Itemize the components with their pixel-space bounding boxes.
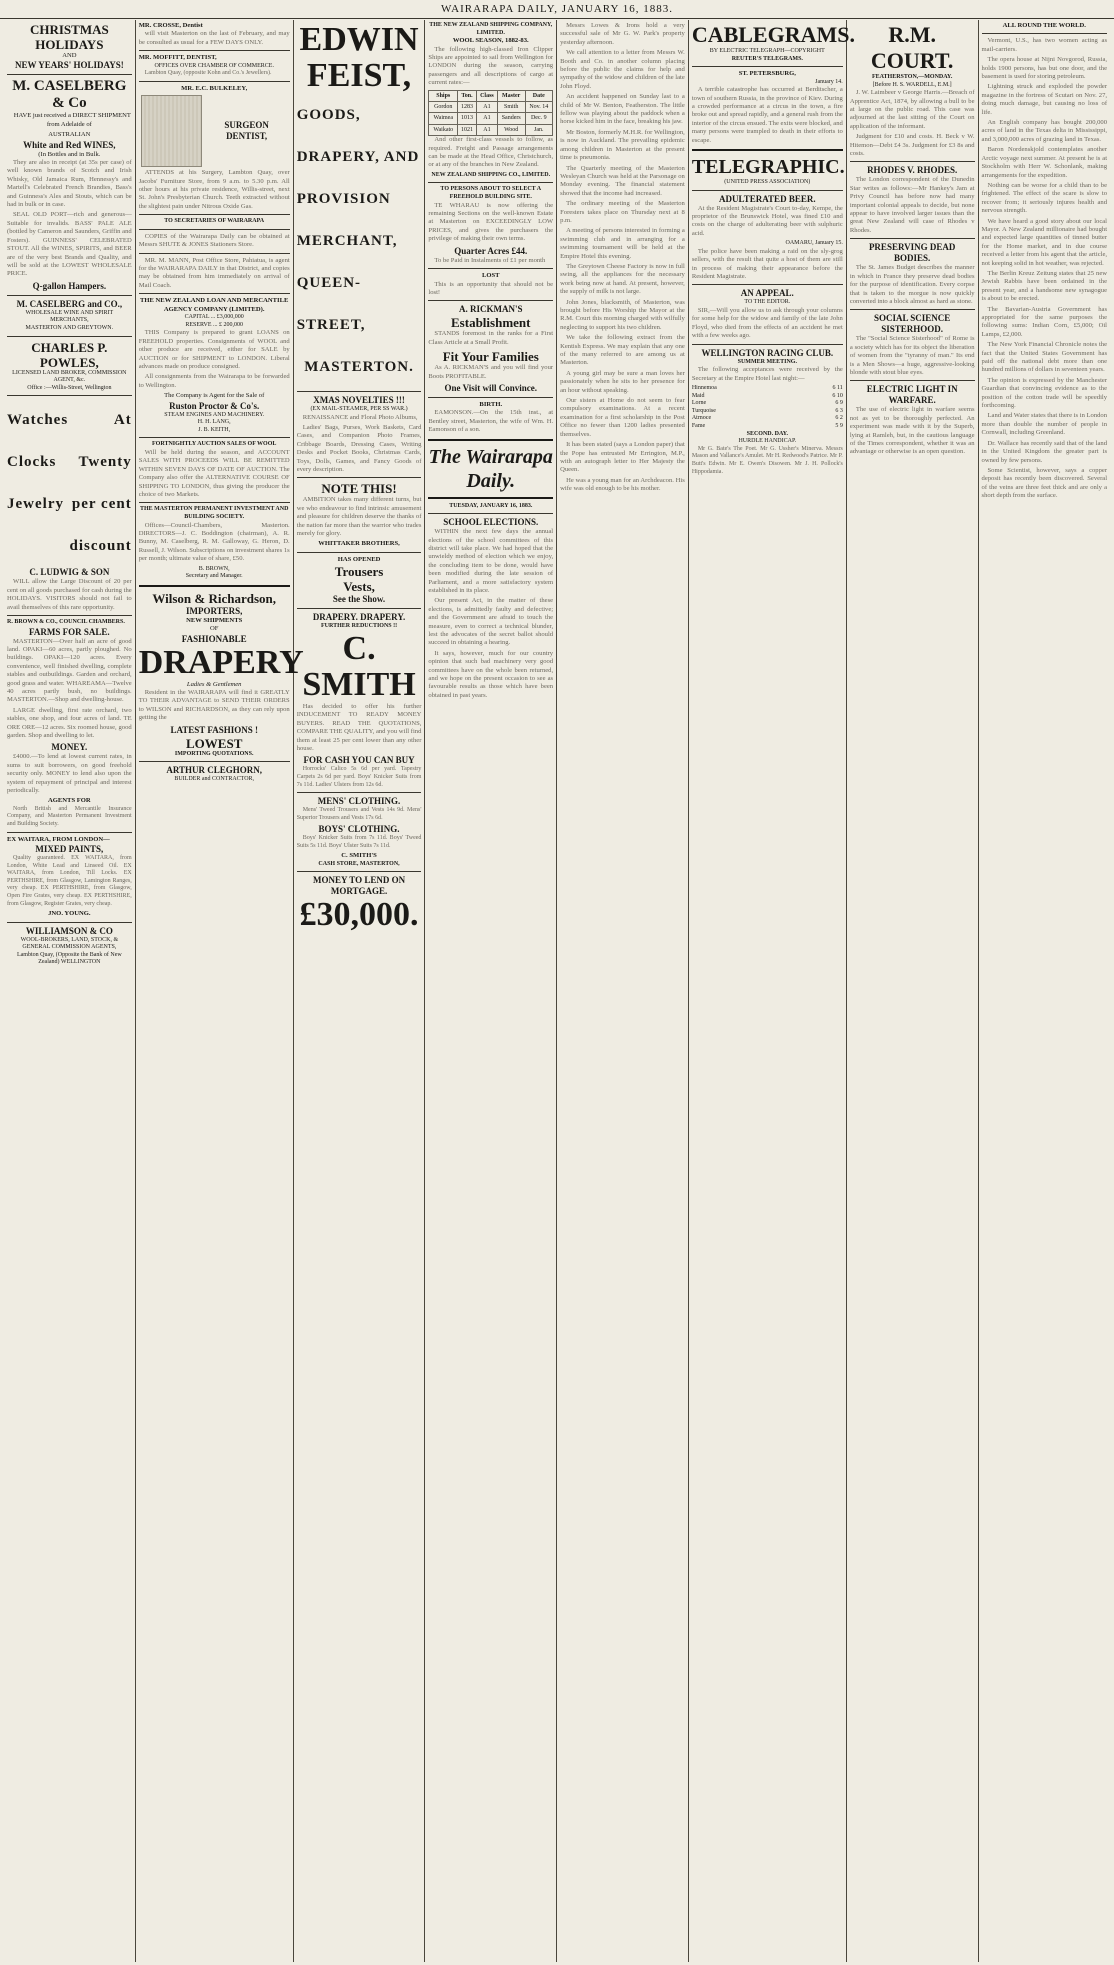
cash-store-heading: C. SMITH'S [341, 852, 377, 860]
trousers-heading: Trousers [334, 564, 384, 580]
clocks-word: Clocks [7, 454, 57, 471]
caselberg-heading: M. CASELBERG & Co [12, 78, 127, 112]
williamson-loc: Lambton Quay, (Opposite the Bank of New Zealand) WELLINGTON [16, 951, 122, 966]
masthead [0, 0, 1114, 19]
round-heading: ALL ROUND THE WORLD. [1002, 22, 1086, 29]
ships-table-cell: Waimea [429, 113, 458, 124]
petersburg-date: January 14. [815, 78, 843, 85]
ruston-sub: STEAM ENGINES AND MACHINERY. [164, 411, 265, 418]
williamson-heading: WILLIAMSON & CO [25, 925, 113, 936]
horse-name: Fame [691, 423, 706, 430]
rhodes-heading: RHODES V. RHODES. [867, 165, 958, 176]
note-heading: NOTE THIS! [321, 481, 397, 497]
latest-heading: LATEST FASHIONS ! [170, 724, 258, 735]
secretaries-heading: TO SECRETARIES OF WAIRARAPA [164, 218, 265, 225]
provision-line: PROVISION MERCHANT, [296, 191, 398, 249]
column-2: MR. CROSSE, Dentist will visit Masterton on the last of February, and may be consulted as usual for a FEW DAYS ONLY. MR. MOFFITT, DENTIST, OFFICES OVER CHAMBER OF COMMERCE. Lambton Quay, (opposite Kohn and Co.'s Jewellers). MR. E.C. BULKELEY, SURGEON DENTIST, ATTENDS at his Surgery, Lambton Quay, over Jacobs' Furniture Store, from 9 a.m. to 5.30 p.m. All other hours at his private residence, Willis-street, next St. John's Presbyterian Church. Teeth extracted without the slightest pain under Nitrous Oxide Gas. TO SECRETARIES OF WAIRARAPA COPIES of the Wairarapa Daily can be obtained at Messrs SHUTE & JONES Stationers Store. MR. M. MANN, Post Office Store, Pahiatua, is agent for the WAIRARAPA DAILY in that District, and copies may be obtained from him immediately on arrival of Mail Coach. THE NEW ZEALAND LOAN AND MERCANTILE AGENCY COMPANY (LIMITED). CAPITAL ... £3,000,000 RESERVE ... £ 200,000 THIS Company is prepared to grant LOANS on FREEHOLD properties. Consignments of WOOL and other produce are received, either for SALE by AUCTION or for SHIPMENT to LONDON. Liberal advances made on produce consigned. All consignments from the Wairarapa to be forwarded to Wellington. The Company is Agent for the Sale of Ruston Proctor & Co's. STEAM ENGINES AND MACHINERY. H. H. LANG, J. B. KEITH, FORTNIGHTLY AUCTION SALES OF WOOL Will be held during the season, and ACCOUNT SALES WITH PROCEEDS WILL BE REMITTED WITHIN SEVEN DAYS OF DATE OF AUCTION. The Company also offer the ALTERNATIVE COURSE OF SHIPPING TO LONDON, thus giving the producer the choice of two Markets. THE MASTERTON PERMANENT INVESTMENT AND BUILDING SOCIETY. Offices—Council-Chambers, Masterton. DIRECTORS—J. C. Boddington (chairman), A. R. Bunny, M. Caselberg, R. M. Galloway, G. Heron, D. Russell, J. Wilson. Subscriptions on investment shares 1s per month; ultimate value of share, £50. B. BROWN, Secretary and Manager. Wilson & Richardson, IMPORTERS, NEW SHIPMENTS OF FASHIONABLE DRAPERY Ladies & Gentlemen Resident in the WAIRARAPA will find it GREATLY TO THEIR ADVANTAGE to SEND THEIR ORDERS to WILSON and RICHARDSON, as they can rely upon getting the LATEST FASHIONS ! LOWEST IMPORTING QUOTATIONS. ARTHUR CLEGHORN, BUILDER and CONTRACTOR, [136, 20, 294, 1962]
brown-heading: R. BROWN & CO., COUNCIL CHAMBERS. [7, 618, 125, 625]
reductions-heading: FURTHER REDUCTIONS !! [320, 623, 398, 630]
shipments-heading: NEW SHIPMENTS [186, 616, 243, 624]
moffitt-heading: MR. MOFFITT, DENTIST, [138, 54, 217, 62]
horse-weight: 6 10 [832, 392, 843, 399]
cablegrams-heading: CABLEGRAMS. [691, 22, 855, 47]
fit-heading: Fit Your Families [442, 349, 539, 365]
renaissance-line: RENAISSANCE and Floral Photo Albums, [302, 413, 418, 421]
building-heading: TO PERSONS ABOUT TO SELECT A FREEHOLD BUILDING SITE. [440, 186, 542, 201]
ships-table-row [429, 124, 553, 135]
column-1: CHRISTMAS HOLIDAYS AND NEW YEARS' HOLIDAYS! M. CASELBERG & Co HAVE just received a DIRECT SHIPMENT from Adelaide of AUSTRALIAN White and Red WINES, (In Bottles and in Bulk. They are also in receipt (at 35s per case) of well known brands of Scotch and Irish Whisky, Old Jamaica Rum, Hennessy's and Martell's Celebrated French Brandies, Bass's and Guinness's Ales and Stouts, which can be had in bulk or in case. SEAL OLD PORT—rich and generous—Suitable for invalids. BASS' PALE ALE (bottled by Cameron and Saunders, Griffin and Fosters). GUINNESS' CELEBRATED STOUT. All the WINES, SPIRITS, and BEER are of the very best Brands and Quality, and will be sold at the LOWEST WHOLESALE PRICE. Q-gallon Hampers. M. CASELBERG and CO., WHOLESALE WINE AND SPIRIT MERCHANTS, MASTERTON AND GREYTOWN. CHARLES P. POWLES, LICENSED LAND BROKER, COMMISSION AGENT, &c. Office :—Willis-Street, Wellington Watches Clocks Jewelry At Twenty per cent discount C. LUDWIG & SON WILL allow the Large Discount of 20 per cent on all goods purchased for cash during the HOLIDAYS. VISITORS should not fail to avail themselves of this rare opportunity. R. BROWN & CO., COUNCIL CHAMBERS. FARMS FOR SALE. MASTERTON—Over half an acre of good land. OPAKI—60 acres, partly ploughed. No buildings. OPAKI—120 acres. Every convenience, well finished dwelling, complete stables and outbuildings. Garden and orchard, good grass and water. WHAREAMA—Twelve 40 acres partly bush, no buildings. MASTERTON.—Shop and dwelling-house. LARGE dwelling, first rate orchard, two stables, one shop, and four acres of land. TE ORE ORE—12 acres. Six roomed house, good garden. Shop and dwelling to let. MONEY. £4000.—To lend at lowest current rates, in sums to suit borrowers, on good freehold security only. MONEY to lend also upon the system of repayment of principal and interest periodically. AGENTS FOR North British and Mercantile Insurance Company, and Masterton Permanent Investment and Building Society. EX WAITARA, FROM LONDON— MIXED PAINTS, Quality guaranteed. EX WAITARA, from London, White Lead and Linseed Oil. EX WAITARA, from London, Till Locks. EX PERTHSHIRE, from Glasgow, Lamington Ranges, very cheap. EX PERTHSHIRE, from Glasgow, Open Fire Grates, very cheap. EX PERTHSHIRE, from Glasgow, Register Grates, very cheap. JNO. YOUNG. WILLIAMSON & CO WOOL-BROKERS, LAND, STOCK, & GENERAL COMMISSION AGENTS, Lambton Quay, (Opposite the Bank of New Zealand) WELLINGTON [4, 20, 136, 1962]
ships-table-cell: A1 [476, 113, 497, 124]
keith-sign: J. B. KEITH, [198, 426, 231, 433]
beer-heading: ADULTERATED BEER. [719, 193, 816, 204]
to-editor-line: TO THE EDITOR. [744, 299, 791, 306]
williamson-sub: WOOL-BROKERS, LAND, STOCK, & GENERAL COMMISSION AGENTS, [20, 936, 119, 951]
nzshipping-sign: NEW ZEALAND SHIPPING CO., LIMITED. [431, 171, 551, 178]
horse-weight: 5 9 [835, 423, 843, 430]
ships-table-cell: Waikato [429, 124, 458, 135]
establishment-heading: Establishment [451, 315, 531, 331]
preserving-heading: PRESERVING DEAD BODIES. [868, 242, 956, 264]
shaw-heading: THE NEW ZEALAND SHIPPING COMPANY, LIMITED. [429, 22, 553, 36]
watches-word: Watches [7, 412, 69, 429]
twenty-word: Twenty [78, 454, 132, 471]
lost-heading: LOST [481, 272, 500, 280]
society-brown: B. BROWN, [198, 565, 230, 572]
surgeon-heading: SURGEON DENTIST, [224, 120, 269, 142]
school-heading: SCHOOL ELECTIONS. [443, 517, 539, 528]
column-6: CABLEGRAMS. BY ELECTRIC TELEGRAPH—COPYRIGHT REUTER'S TELEGRAMS. ST. PETERSBURG, January 14. A terrible catastrophe has occurred at Berditscher, a town of southern Russia, in the province of Kiev. During a crowded performance at a circus in the town, a fire broke out and spread rapidly, and a general rush from the interior of the circus ensued. The exits were blocked, and many persons were trampled to death in their efforts to escape. TELEGRAPHIC. (UNITED PRESS ASSOCIATION) ADULTERATED BEER. At the Resident Magistrate's Court to-day, Kempe, the proprietor of the Brunswick Hotel, was fined £10 and costs on the charge of adulterating beer with sulphuric acid. OAMARU, January 15. The police have been making a raid on the sly-grog sellers, with the result that quite a host of them are still in process of making their appearance before the Resident Magistrate. AN APPEAL. TO THE EDITOR. SIR,—Will you allow us to ask through your columns for some help for the widow and family of the late John Floyd, who died from the effects of an accident he met with a few weeks ago. WELLINGTON RACING CLUB. SUMMER MEETING. The following acceptances were received by the Secretary at the Empire Hotel last night:— Hinnemoa 6 11 Maid 6 10 Lorne 6 9 Turquoise 6 3 Atrnoce 6 2 Fame 5 9 SECOND. DAY. HURDLE HANDICAP. Mr G. Bate's The Poet. Mr G. Ussher's Minerva. Messrs Mason and Vallance's Amulet. Mr H. Redwood's Patrice. Mr P. Butt's Edwin. Mr E. Owen's Disowen. Mr J. H. Pollock's Hippodamia. [689, 20, 847, 1962]
court-heading: R.M. COURT. [870, 22, 954, 73]
columns [4, 20, 1110, 1962]
horse-name: Lorne [691, 400, 707, 407]
summer-heading: SUMMER MEETING. [737, 358, 797, 365]
ships-table-header: Date [525, 90, 553, 101]
cash-store-sub: CASH STORE, MASTERTON, [318, 860, 400, 867]
ships-table-header: Ton. [458, 90, 477, 101]
ships-table-cell: Jan. [525, 124, 553, 135]
mixed-paints: MIXED PAINTS, [35, 844, 104, 854]
featherston-line: FEATHERSTON,—MONDAY. [871, 74, 953, 80]
agent-for-text: The Company is Agent for the Sale of [164, 392, 265, 400]
fashionable-heading: FASHIONABLE [181, 633, 247, 644]
newyears-heading: NEW YEARS' HOLIDAYS! [15, 60, 124, 71]
percent-word: per cent [71, 496, 132, 513]
ruston-heading: Ruston Proctor & Co's. [169, 400, 260, 411]
column-3: EDWIN FEIST, GOODS, DRAPERY, AND PROVISION MERCHANT, QUEEN-STREET, MASTERTON. XMAS NOVELTIES !!! (EX MAIL-STEAMER, PER SS WAR.) RENAISSANCE and Floral Photo Albums, Ladies' Bags, Purses, Work Baskets, Card Cases, and Companion Photo Frames, Cribbage Boards, Dressing Cases, Writing Desks and Pocket Books, Christmas Cards, Toys, Dolls, Games, and Fancy Goods of every description. NOTE THIS! AMBITION takes many different turns, but we who endeavour to find intrinsic amusement and pleasure for children deserve the thanks of the nation far more than the warrior who trades merely for glory. WHITTAKER BROTHERS, HAS OPENED Trousers Vests, See the Show. DRAPERY. DRAPERY. FURTHER REDUCTIONS !! C. SMITH Has decided to offer his further INDUCEMENT TO READY MONEY BUYERS. READ THE QUOTATIONS, COMPARE THE QUALITY, and you will find them at least 25 per cent lower than any other house. FOR CASH YOU CAN BUY Horrocks' Calico 5s 6d per yard. Tapestry Carpets 2s 6d per yard. Boys' Knicker Suits from 7s 11d. Ladies' Ulsters from 12s 6d. MENS' CLOTHING. Mens' Tweed Trousers and Vests 14s 9d. Mens' Superior Trousers and Vests 17s 6d. BOYS' CLOTHING. Boys' Knicker Suits from 7s 11d. Boys' Tweed Suits 5s 11d. Boys' Ulster Suits 7s 11d. C. SMITH'S CASH STORE, MASTERTON, MONEY TO LEND ON MORTGAGE. £30,000. [294, 20, 426, 1962]
jewelry-word: Jewelry [7, 496, 64, 513]
bulkeley-ad [139, 93, 290, 169]
importers-heading: IMPORTERS, [185, 605, 243, 616]
instalments-line: To be Paid in Instalments of £1 per month [434, 256, 546, 264]
ships-table-cell: Dec. 9 [525, 113, 553, 124]
wilson-heading: Wilson & Richardson, [152, 590, 277, 606]
society-brown-sub: Secretary and Manager. [185, 573, 243, 580]
horse-row [692, 385, 843, 393]
wool-season: WOOL SEASON, 1882-83. [452, 37, 529, 45]
ships-table-cell: A1 [476, 124, 497, 135]
ships-table-cell: 1013 [458, 113, 477, 124]
horse-row [692, 393, 843, 401]
prices-heading: IMPORTING QUOTATIONS. [174, 750, 254, 757]
horse-weight: 6 3 [835, 407, 843, 414]
caselberg-2-sub: WHOLESALE WINE AND SPIRIT MERCHANTS, [25, 309, 114, 324]
ships-table-cell: Smith [497, 102, 525, 113]
australian-text: AUSTRALIAN [48, 131, 91, 139]
ladies-line: Ladies & Gentlemen [186, 680, 242, 688]
mens-heading: MENS' CLOTHING. [317, 796, 401, 807]
electric-heading: ELECTRIC LIGHT IN WARFARE. [866, 384, 958, 406]
smith-heading: C. SMITH [302, 629, 416, 703]
cleghorn-heading: ARTHUR CLEGHORN, [166, 765, 263, 776]
masthead-date: JANUARY 16, 1883. [561, 3, 674, 15]
horse-weight: 6 2 [835, 415, 843, 422]
drapery2-heading: DRAPERY. DRAPERY. [312, 612, 406, 623]
horse-name: Hinnemoa [691, 385, 717, 392]
ships-table-cell: Gordon [429, 102, 458, 113]
caselberg-intro: HAVE just received a DIRECT SHIPMENT from Adelaide of [13, 112, 131, 128]
before-line: [Before H. S. WARDELL, E.M.] [872, 81, 952, 88]
xmas-sub: (EX MAIL-STEAMER, PER SS WAR.) [310, 406, 408, 412]
discount-word: discount [69, 538, 132, 555]
masterton-line: MASTERTON. [304, 359, 414, 375]
horse-weight: 6 9 [835, 400, 843, 407]
horse-row [692, 400, 843, 408]
appeal-heading: AN APPEAL. [740, 288, 794, 299]
waitara-heading: EX WAITARA, FROM LONDON— [7, 835, 110, 843]
at-word: At [113, 412, 132, 429]
one-visit-heading: One Visit will Convince. [444, 382, 538, 393]
goods-line: GOODS, [296, 107, 361, 123]
ships-table [428, 90, 553, 137]
hampers-heading: Q-gallon Hampers. [32, 280, 107, 291]
masthead-paper: WAIRARAPA DAILY, [440, 3, 558, 15]
horse-name: Turquoise [691, 407, 716, 414]
ships-table-header: Master [497, 90, 525, 101]
whittaker-heading: WHITTAKER BROTHERS, [318, 540, 400, 548]
young-sign: JNO. YOUNG. [48, 910, 91, 918]
cleghorn-sub: BUILDER and CONTRACTOR, [174, 776, 255, 783]
denture-illustration [141, 95, 202, 167]
horse-list [692, 385, 843, 431]
ships-table-cell: 1283 [458, 102, 477, 113]
and-text: AND [62, 52, 77, 59]
horse-row [692, 423, 843, 431]
horse-weight: 6 11 [832, 385, 843, 392]
column-8: ALL ROUND THE WORLD. Vermont, U.S., has two women acting as mail-carriers. The opera house at Nijni Novgorod, Russia, holds 1900 persons, has but one door, and the basement is used for storing petroleum. Lightning struck and exploded the powder magazine in the fortress of Scutari on Nov. 27, doing much damage, but causing no loss of life. An English company has bought 200,000 acres of land in the Texas delta in Mississippi, and 3,000,000 acres of grazing land in Texas. Baron Nordenskjold contemplates another Arctic voyage next summer. At present he is at Stockholm with Herr W. Schonlank, making arrangements for the expedition. Nothing can be worse for a child than to be frightened. The effect of the scare is slow to recover from; it seriously injures health and nervous strength. We have heard a good story about our local Mayor. A New Zealand millionaire had bought and expected large quantities of tinned butter for the Home market, and in due course received a letter from his agent that the article, not keeping solid in hot weather, was rejected. The Berlin Kreuz Zeitung states that 25 new Jewish Rabbis have been ordained in the present year, and a handsome new synagogue is about to be erected. The Bavarian-Austria Government has appropriated for the same purposes the following sums: Indian Corn, £5,000; Oil Lamps, £2,000. The New York Financial Chronicle notes the fact that the United States Government has paid off the national debt more than one hundred millions of dollars in seventeen years. The opinion is expressed by the Manchester Guardian that convincing evidence as to the position of the cotton trade will be speedily forthcoming. Land and Water states that there is in London more than double the number of people in Cornwall, including Greenland. Dr. Wallace has recently said that of the land in the United Kingdom the greater part is owned by few persons. Some Scientist, however, says a copper deposit has recently been discovered. Several of the veins are three feet thick and are only a short depth from the surface. [981, 22, 1108, 500]
xmas-heading: XMAS NOVELTIES !!! [313, 395, 405, 405]
petersburg-heading: ST. PETERSBURG, [738, 70, 796, 78]
reserve-line: RESERVE ... £ 200,000 [185, 321, 244, 328]
newspaper-flag: The Wairarapa Daily. [428, 445, 553, 492]
edwin-feist-heading: EDWIN FEIST, [299, 21, 419, 94]
watches-ad [7, 399, 132, 567]
caselberg-2-loc: MASTERTON AND GREYTOWN. [25, 324, 114, 331]
boys-heading: BOYS' CLOTHING. [318, 824, 400, 835]
smith-sub: FOR CASH YOU CAN BUY [303, 755, 415, 766]
crosse-heading: MR. CROSSE, Dentist [138, 22, 203, 29]
ships-table-row [429, 102, 553, 113]
capital-line: CAPITAL ... £3,000,000 [184, 314, 244, 321]
moffitt-sub: OFFICES OVER CHAMBER OF COMMERCE. [154, 62, 274, 69]
flag-date: TUESDAY, JANUARY 16, 1883. [449, 502, 533, 509]
horse-name: Atrnoce [691, 415, 712, 422]
wines-sub: (In Bottles and in Bulk. [38, 150, 101, 158]
horse-name: Maid [691, 392, 705, 399]
nzloan-heading: THE NEW ZEALAND LOAN AND MERCANTILE AGENCY COMPANY (LIMITED). [139, 297, 289, 313]
money-heading: MONEY. [51, 742, 88, 753]
has-opened-heading: HAS OPENED [337, 555, 381, 563]
ships-table-cell: 1021 [458, 124, 477, 135]
column-4: THE NEW ZEALAND SHIPPING COMPANY, LIMITED. WOOL SEASON, 1882-83. The following high-classed Iron Clipper Ships are appointed to sail from Wellington for LONDON during the season, carrying passengers and all descriptions of cargo at current rates:— Ships Ton. Class Master Date Gordon 1283 A1 Smith Nov. 14 Waimea 1013 A1 Sanders Dec. 9 Waikato 1021 A1 Wood Jan. And other first-class vessels to follow, as required. Freight and Passage arrangements can be made at the Head Office, Christchurch, or at any of the branches in New Zealand. NEW ZEALAND SHIPPING CO., LIMITED. TO PERSONS ABOUT TO SELECT A FREEHOLD BUILDING SITE. TE WHARAU is now offering the remaining Sections on the well-known Estate at Masterton on EXCEEDINGLY LOW PRICES, and gives the purchasers the privilege of making their own terms. Quarter Acres £44. To be Paid in Instalments of £1 per month LOST This is an opportunity that should not be lost! A. RICKMAN'S Establishment STANDS foremost in the ranks for a First Class Article at a Small Profit. Fit Your Families As A. RICKMAN'S and you will find your Boots PROFITABLE. One Visit will Convince. BIRTH. EAMONSON.—On the 15th inst., at Bentley street, Masterton, the wife of Wm. H. Eamonson of a son. The Wairarapa Daily. TUESDAY, JANUARY 16, 1883. SCHOOL ELECTIONS. WITHIN the next few days the annual elections of the school committees of this district will take place. We had hoped that the unwieldy method of election which we enjoy, the concluding item to be done, would have been modified during the late session of Parliament, and a more satisfactory system established in its place. Our present Act, in the matter of these elections, is admittedly faulty and defective; and the Government are afraid to touch the measure, even to correct a technical blunder, lest the advocates of the secret ballot should succeed in obtaining a hearing. It says, however, much for our country opinion that such bad machinery very good committees have on the whole been returned, and we hope on the present occasion to see as favourable results as those which have been obtained in past years. [425, 20, 557, 1962]
christmas-heading: CHRISTMAS HOLIDAYS [29, 22, 109, 52]
column-7: R.M. COURT. FEATHERSTON,—MONDAY. [Before H. S. WARDELL, E.M.] J. W. Laimbeer v George Harris.—Breach of Apprentice Act, 1874, by allowing a bull to be at large on the public road. This case was adjourned at the last sitting of the Court on application of the informant. Judgment for £10 and costs. H. Beck v W. Hitemon—Debt £4 3s. Judgment for £3 8s and costs. RHODES V. RHODES. The London correspondent of the Dunedin Star writes as follows:—Mr Hankey's Jam at Privy Council has before now had many important colonial appeals to decide, but none appear to have involved larger issues than the great New Zealand will case of Rhodes v Rhodes. PRESERVING DEAD BODIES. The St. James Budget describes the manner in which in France they preserve dead bodies for the purpose of identification. Every corpse that is taken to the morgue is now quickly converted into a block almost as hard as stone. SOCIAL SCIENCE SISTERHOOD. The "Social Science Sisterhood" of Rome is a society which has for its object the liberation of women from the "tyranny of man." Its end is a Men Shows—a huge, aggressive-looking blonde with stout blue eyes. ELECTRIC LIGHT IN WARFARE. The use of electric light in warfare seems not as yet to be thoroughly perfected. An experiment was made with it by the Superb, lying at Ramleh, but, in the cautious language of the Times correspondent, whether it was an advantage or otherwise is an open question. [847, 20, 979, 1962]
ships-table-cell: Wood [497, 124, 525, 135]
drapery-line: DRAPERY, AND [296, 149, 420, 165]
horse-row [692, 408, 843, 416]
powles-heading: CHARLES P. POWLES, [31, 339, 108, 370]
ludwig-heading: C. LUDWIG & SON [29, 567, 110, 578]
column-5: Messrs Lowes & Irons hold a very successful sale of Mr G. W. Park's property yesterday afternoon. We call attention to a letter from Messrs W. Booth and Co. in another column placing before the public the claims for help and sympathy of the widow and children of the late John Floyd. An accident happened on Sunday last to a child of Mr W. Benton, Featherston. The little fellow was playing about the paddock when a horse kicked him in the face, breaking his jaw. Mr Boston, formerly M.H.R. for Wellington, is now in Auckland. The prevailing epidemic among children in Masterton at the present time is pneumonia. The Quarterly meeting of the Masterton Wesleyan Church was held at the Parsonage on Monday evening. The financial statement showed that the income had increased. The ordinary meeting of the Masterton Foresters takes place on Thursday next at 8 p.m. A meeting of persons interested in forming a swimming club and in arranging for a swimming tournament will be held at the Empire Hotel this evening. The Greytown Cheese Factory is now in full swing, all the appliances for the necessary work being now at hand. At present, however, the supply of milk is not large. John Jones, blacksmith, of Masterton, was brought before His Worship the Mayor at the R.M. Court this morning charged with wilfully neglecting to support his two children. We take the following extract from the Kentish Express. We may explain that any one of the many referred to are among us at Masterton. A young girl may be sure a man loves her passionately when he sits to her presence for an hour without speaking. Our sisters at Home do not seem to fear compulsory examinations. At a recent examination for a first scholarship in the Post Office no fewer than 1200 ladies presented themselves. It has been stated (says a London paper) that the Pope has entrusted Mr Errington, M.P., with an autograph letter to Her Majesty the Queen. He was a young man for an Archdeacon. His wife was old enough to be his mother. [557, 20, 689, 1962]
birth-heading: BIRTH. [479, 400, 503, 408]
powles-loc: Office :—Willis-Street, Wellington [27, 384, 112, 391]
queen-line: QUEEN-STREET, [296, 275, 366, 333]
bulkeley-heading: MR. E.C. BULKELEY, [181, 84, 248, 92]
ships-table-cell: A1 [476, 102, 497, 113]
lowest-heading: LOWEST [186, 735, 243, 751]
lang-sign: H. H. LANG, [197, 419, 231, 426]
vests-heading: Vests, [343, 579, 375, 595]
permanent-heading: THE MASTERTON PERMANENT INVESTMENT AND BUILDING SOCIETY. [139, 506, 289, 520]
racing-heading: WELLINGTON RACING CLUB. [701, 347, 834, 358]
ships-table-row [429, 113, 553, 124]
see-show-heading: See the Show. [332, 594, 386, 605]
horse-row [692, 415, 843, 423]
ships-table-cell: Sanders [497, 113, 525, 124]
elec-line: BY ELECTRIC TELEGRAPH—COPYRIGHT [709, 48, 825, 54]
powles-sub: LICENSED LAND BROKER, COMMISSION AGENT, &c. [12, 369, 127, 384]
second-day: SECOND. DAY. [746, 430, 789, 437]
money-heading: MONEY TO LEND ON MORTGAGE. [313, 875, 406, 897]
ships-table-header: Ships [429, 90, 458, 101]
oamaru-line: OAMARU, January 15. [785, 240, 843, 247]
hurdle-line: HURDLE HANDICAP. [738, 438, 797, 445]
quarter-heading: Quarter Acres £44. [454, 245, 528, 256]
social-heading: SOCIAL SCIENCE SISTERHOOD. [874, 313, 951, 335]
farms-heading: FARMS FOR SALE. [29, 626, 110, 637]
fortnightly-heading: FORTNIGHTLY AUCTION SALES OF WOOL [152, 441, 277, 448]
reuters-line: REUTER'S TELEGRAMS. [731, 55, 803, 62]
of-text: OF [209, 625, 219, 633]
wines-heading: White and Red WINES, [23, 139, 116, 150]
telegraphic-heading: TELEGRAPHIC. [691, 156, 845, 179]
agents-heading: AGENTS FOR [48, 797, 91, 805]
ships-table-cell: Nov. 14 [525, 102, 553, 113]
press-line: (UNITED PRESS ASSOCIATION) [724, 179, 811, 186]
drapery-heading: DRAPERY [138, 643, 304, 681]
rickman-heading: A. RICKMAN'S [459, 304, 523, 315]
ships-table-header: Class [476, 90, 497, 101]
money-amount: £30,000. [299, 896, 419, 934]
wairarapa-copies: COPIES of the Wairarapa Daily can be obtained at Messrs SHUTE & JONES Stationers Store. [138, 232, 290, 249]
caselberg-2-heading: M. CASELBERG and CO., [16, 298, 123, 309]
